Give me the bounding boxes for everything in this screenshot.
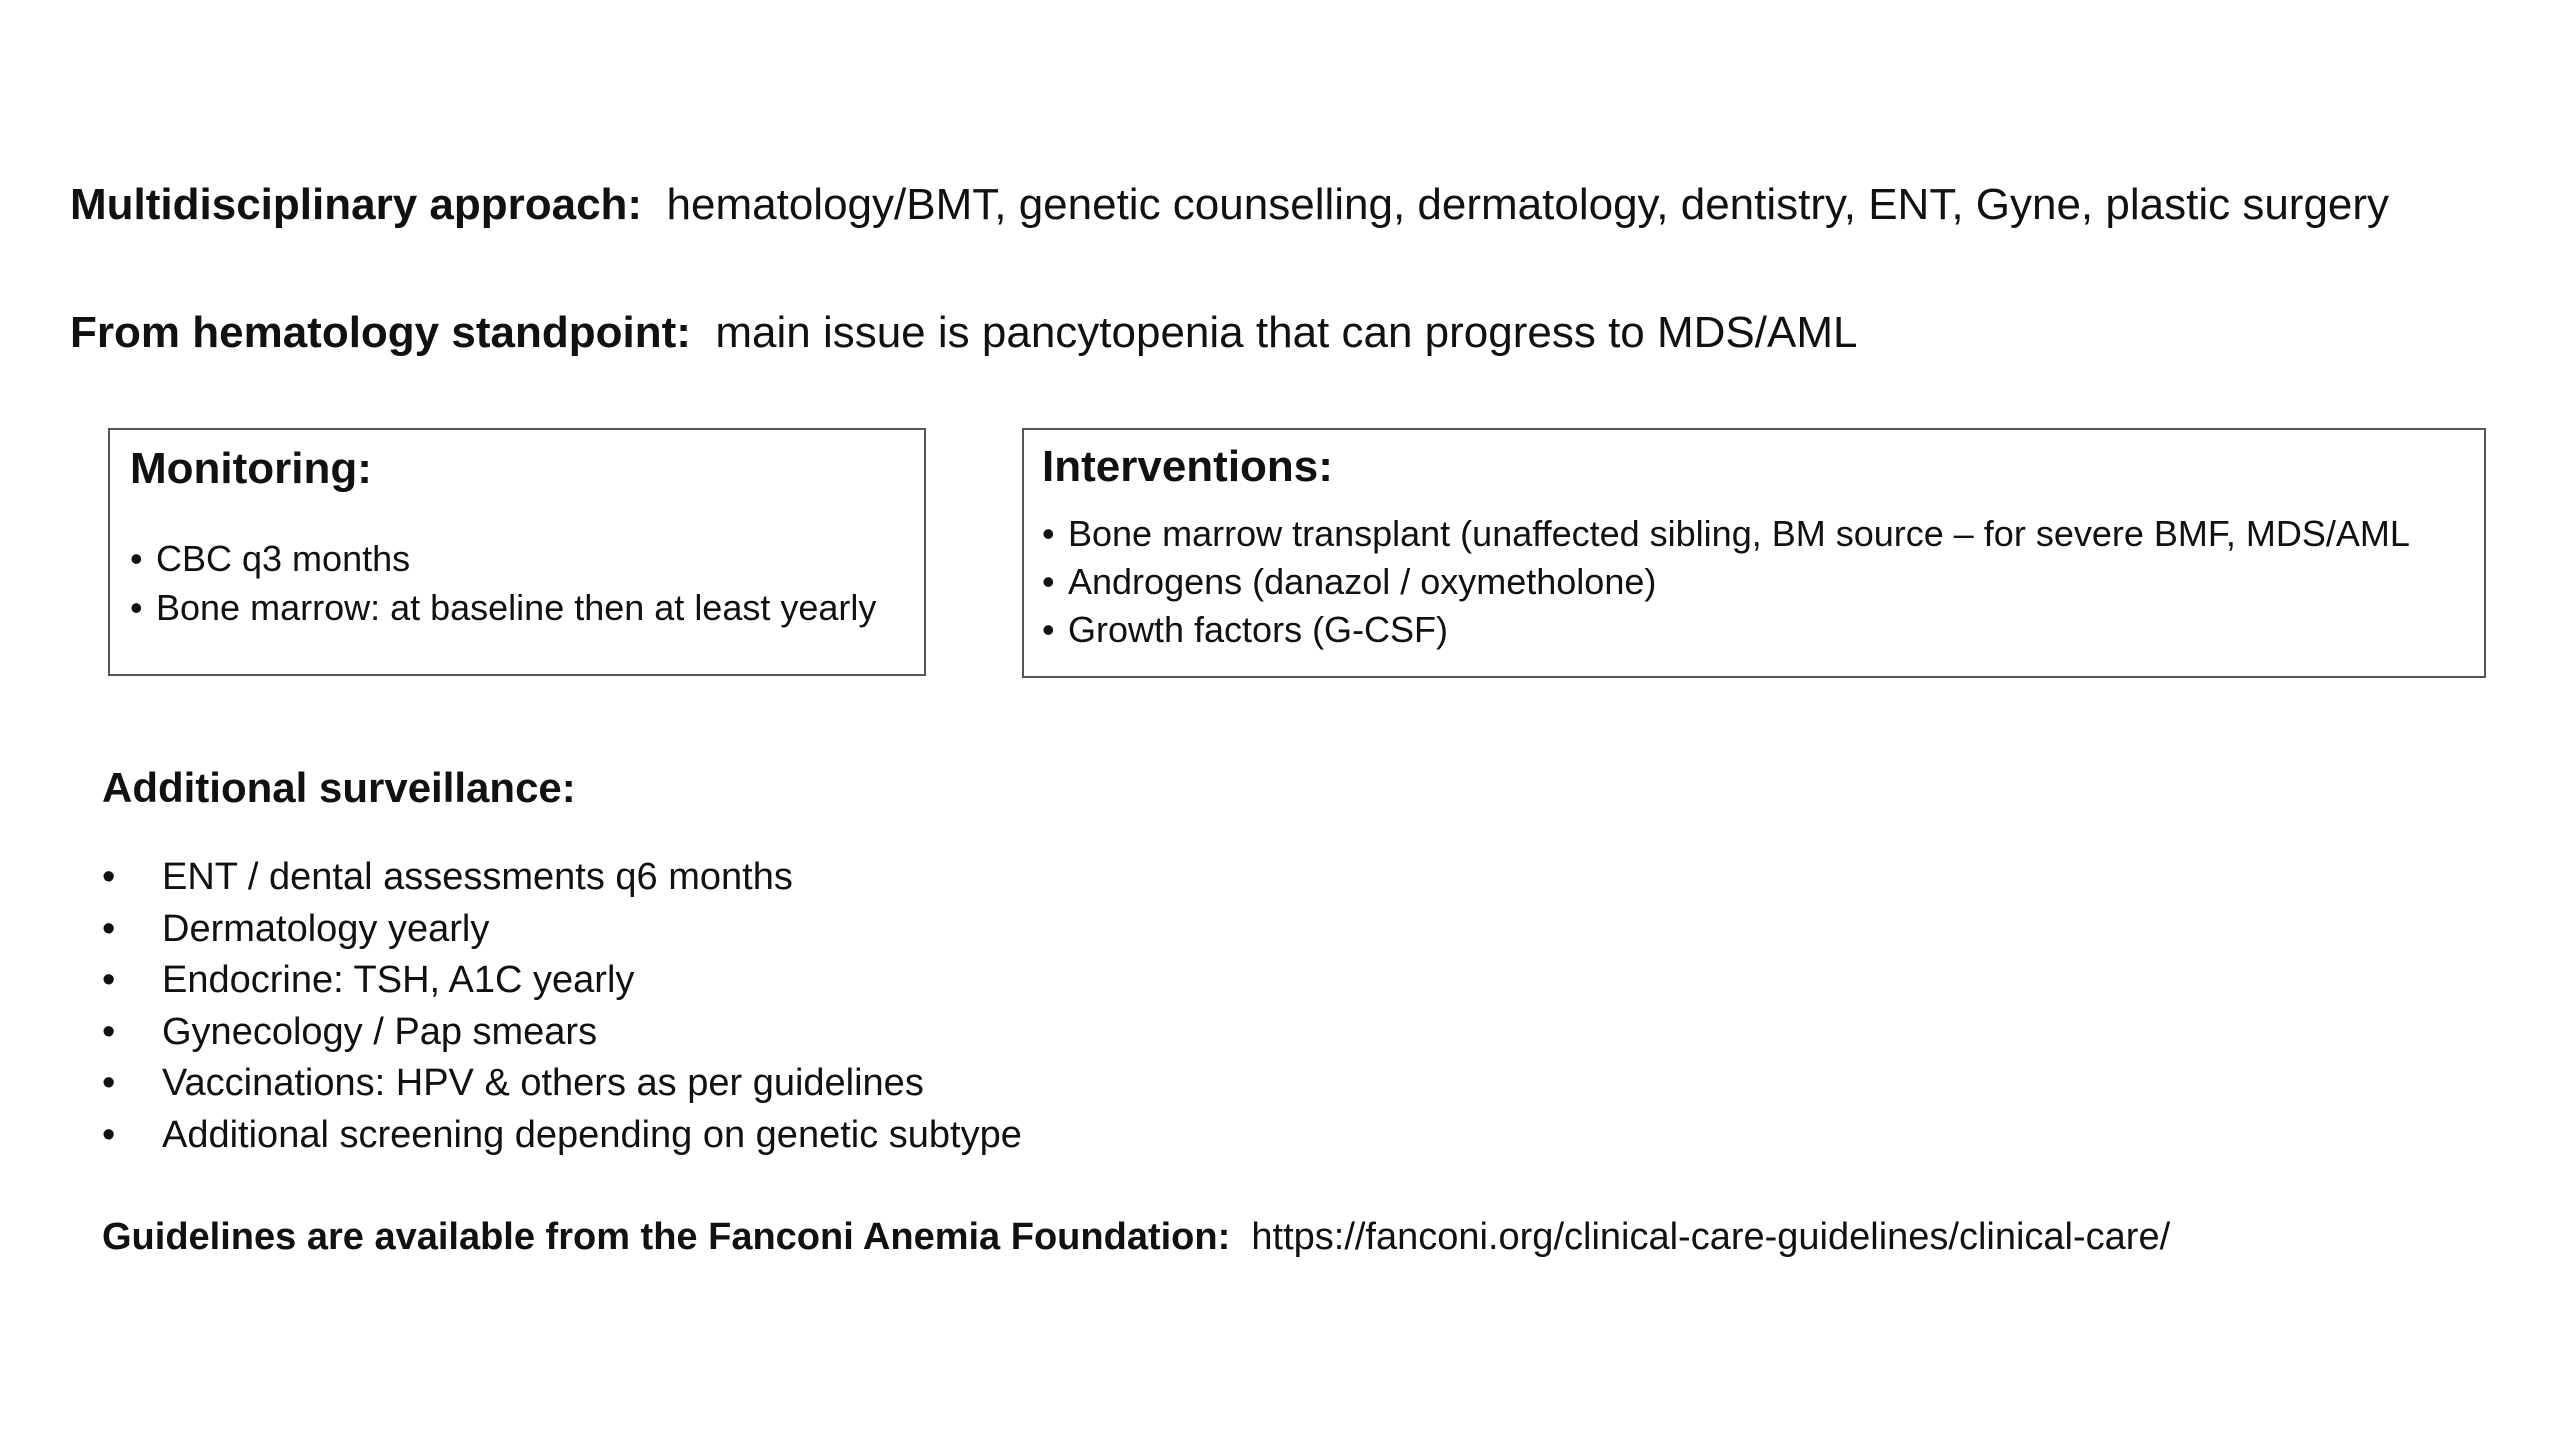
surveillance-item [102, 1058, 1022, 1110]
guidelines-url[interactable]: https://fanconi.org/clinical-care-guidelines/clinical-care/ [1251, 1216, 2171, 1258]
monitoring-item: • Bone marrow: at baseline then at least yearly [130, 583, 876, 632]
surveillance-item [102, 1007, 1022, 1059]
monitoring-box [108, 428, 926, 676]
guidelines-label: Guidelines are available from the Fanconi Anemia Foundation: [102, 1216, 1231, 1258]
multidisciplinary-label: Multidisciplinary approach: [70, 180, 643, 229]
surveillance-title: Additional surveillance: [102, 764, 576, 811]
surveillance-item [102, 955, 1022, 1007]
intervention-item: • Growth factors (G-CSF) [1042, 606, 2410, 654]
hematology-line [70, 308, 1857, 358]
multidisciplinary-text: hematology/BMT, genetic counselling, dermatology, dentistry, ENT, Gyne, plastic surgery [666, 180, 2390, 229]
interventions-list [1042, 510, 2410, 654]
surveillance-item-text: ENT / dental assessments q6 months [162, 856, 793, 898]
multidisciplinary-line [70, 180, 2389, 230]
intervention-item: • Androgens (danazol / oxymetholone) [1042, 558, 2410, 606]
hematology-label: From hematology standpoint: [70, 308, 691, 357]
bullet-icon: • [102, 856, 116, 898]
bullet-icon: • [102, 959, 116, 1002]
surveillance-item [102, 852, 1022, 904]
surveillance-list [102, 852, 1022, 1162]
surveillance-item-text: Additional screening depending on genetic subtype [162, 1113, 1022, 1156]
surveillance-item-text: Dermatology yearly [162, 907, 490, 950]
surveillance-item [102, 1110, 1022, 1162]
surveillance-item-text: Gynecology / Pap smears [162, 1010, 598, 1053]
intervention-item: • Bone marrow transplant (unaffected sibling, BM source – for severe BMF, MDS/AML [1042, 510, 2410, 558]
interventions-box [1022, 428, 2486, 678]
bullet-icon: • [102, 907, 116, 950]
bullet-icon: • [102, 1062, 116, 1105]
guidelines-line [102, 1216, 2170, 1259]
monitoring-title: Monitoring: [130, 444, 372, 493]
surveillance-item-text: Vaccinations: HPV & others as per guidelines [162, 1062, 924, 1105]
monitoring-item: • CBC q3 months [130, 534, 876, 583]
interventions-title: Interventions: [1042, 442, 1333, 491]
surveillance-item [102, 904, 1022, 956]
monitoring-list [130, 534, 876, 632]
bullet-icon: • [102, 1010, 116, 1053]
bullet-icon: • [102, 1113, 116, 1156]
surveillance-item-text: Endocrine: TSH, A1C yearly [162, 959, 635, 1002]
hematology-text: main issue is pancytopenia that can progress to MDS/AML [715, 308, 1858, 357]
